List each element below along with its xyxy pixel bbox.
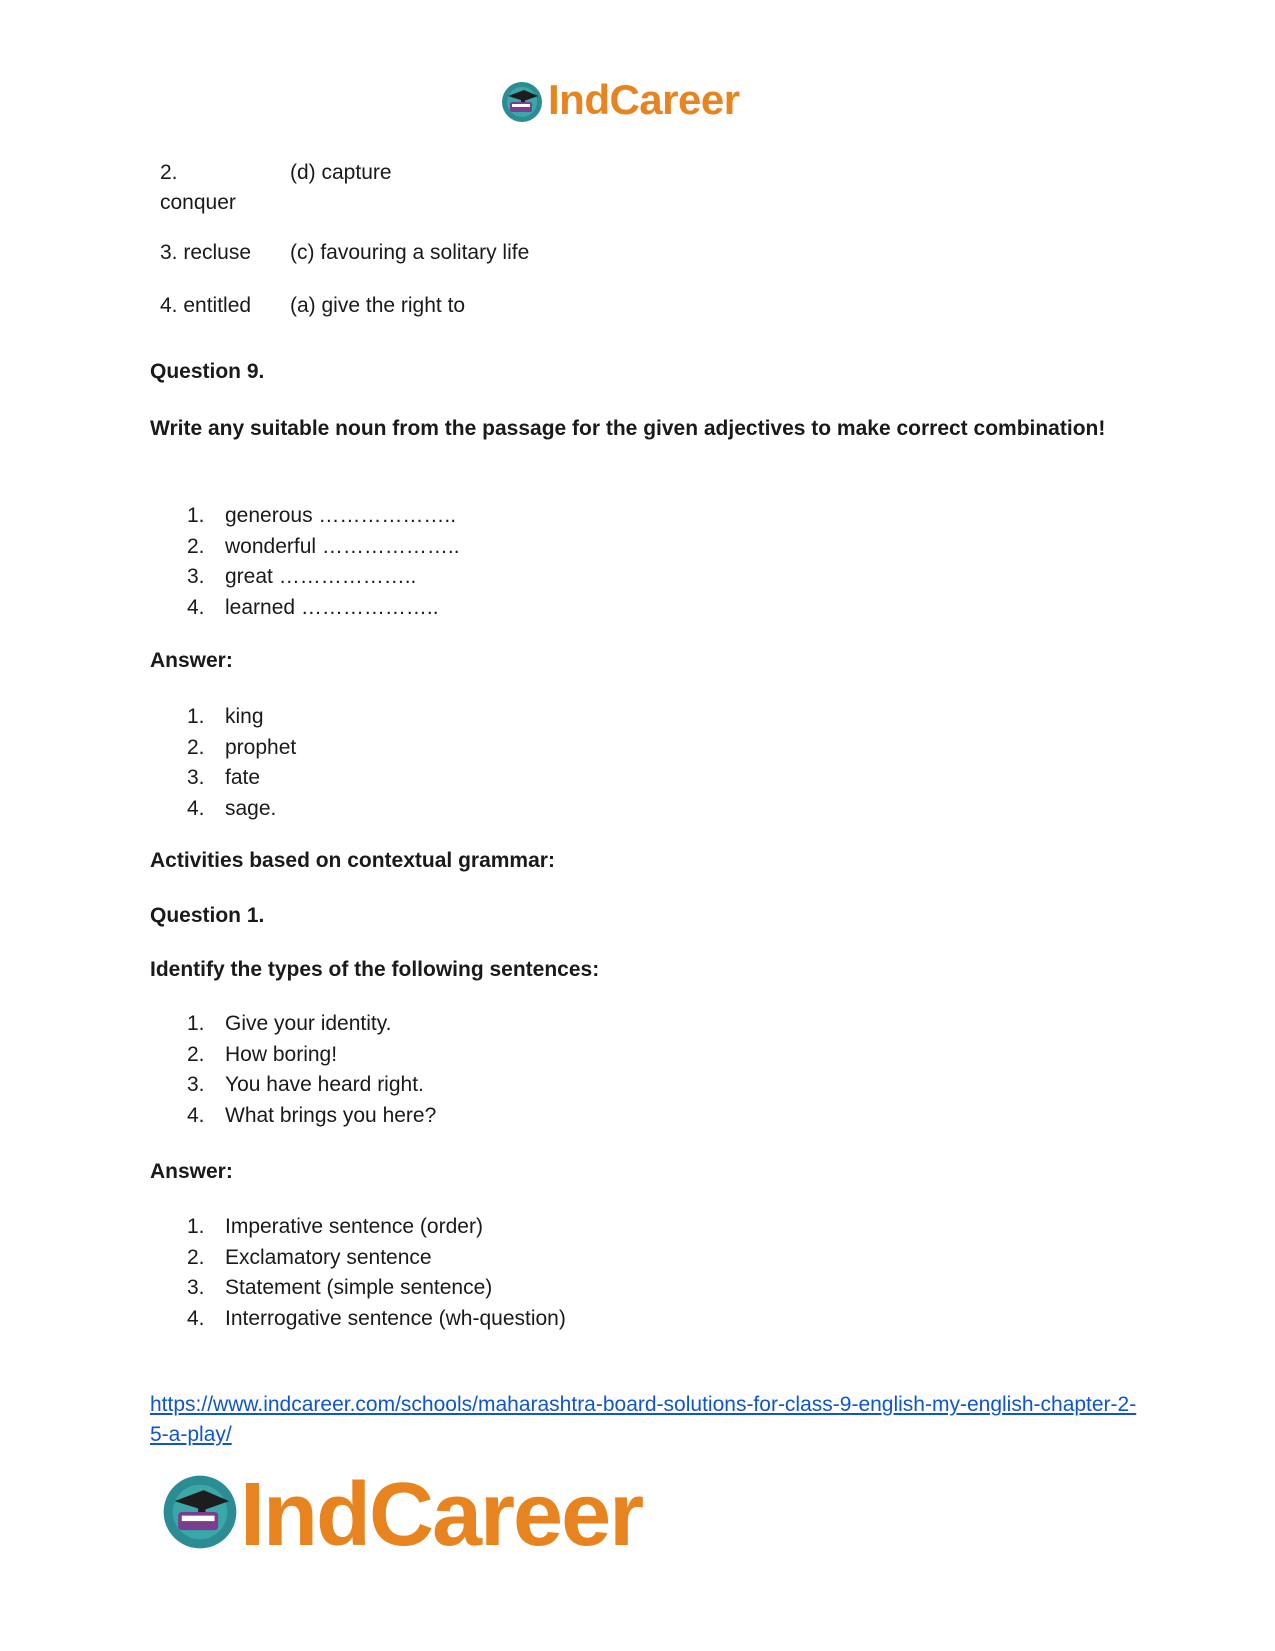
graduation-cap-book-icon bbox=[500, 80, 544, 124]
grammar-question-heading: Question 1. bbox=[150, 904, 265, 927]
list-item: 2. prophet bbox=[187, 735, 297, 759]
list-item: 2. How boring! bbox=[187, 1042, 338, 1066]
graduation-cap-book-icon bbox=[160, 1472, 240, 1552]
grammar-section-heading: Activities based on contextual grammar: bbox=[150, 849, 555, 872]
list-item: 4. What brings you here? bbox=[187, 1103, 437, 1127]
question-9-list bbox=[150, 501, 1140, 623]
question-9-answer-heading: Answer: bbox=[150, 649, 233, 672]
brand-name: IndCareer bbox=[240, 1465, 643, 1565]
table-row bbox=[160, 291, 529, 321]
grammar-answer-heading: Answer: bbox=[150, 1160, 233, 1183]
table-row bbox=[160, 238, 529, 291]
list-item: 1. Give your identity. bbox=[187, 1012, 392, 1035]
question-9-heading: Question 9. bbox=[150, 360, 265, 383]
matching-table bbox=[160, 158, 529, 321]
question-9-answer-list bbox=[150, 702, 1140, 824]
list-item: 3. Statement (simple sentence) bbox=[187, 1276, 493, 1299]
list-item: 1. generous ……………….. bbox=[187, 504, 457, 527]
list-item: 2. wonderful ……………….. bbox=[187, 534, 460, 558]
footer-logo bbox=[160, 1465, 700, 1565]
grammar-prompt: Identify the types of the following sentences: bbox=[150, 958, 600, 981]
table-cell-word: 3. recluse bbox=[160, 241, 252, 264]
table-cell-word: 2. conquer bbox=[160, 161, 236, 214]
list-item: 2. Exclamatory sentence bbox=[187, 1245, 432, 1269]
source-link[interactable]: https://www.indcareer.com/schools/maharashtra-board-solutions-for-class-9-english-my-english-chapter-2-5-a-play/ bbox=[150, 1393, 1137, 1446]
list-item: 3. You have heard right. bbox=[187, 1073, 424, 1096]
table-row bbox=[160, 158, 529, 238]
table-cell-meaning: (d) capture bbox=[290, 161, 392, 184]
list-item: 1. king bbox=[187, 705, 264, 728]
list-item: 4. Interrogative sentence (wh-question) bbox=[187, 1306, 566, 1330]
header-logo bbox=[500, 76, 780, 124]
list-item: 4. learned ……………….. bbox=[187, 595, 439, 619]
list-item: 4. sage. bbox=[187, 796, 277, 820]
list-item: 1. Imperative sentence (order) bbox=[187, 1215, 483, 1238]
grammar-list bbox=[150, 1009, 1140, 1131]
table-cell-meaning: (a) give the right to bbox=[290, 294, 466, 317]
table-cell-meaning: (c) favouring a solitary life bbox=[290, 241, 530, 264]
list-item: 3. great ……………….. bbox=[187, 565, 417, 588]
list-item: 3. fate bbox=[187, 766, 261, 789]
grammar-answer-list bbox=[150, 1212, 1140, 1334]
table-cell-word: 4. entitled bbox=[160, 294, 252, 317]
brand-name: IndCareer bbox=[548, 76, 740, 123]
question-9-prompt: Write any suitable noun from the passage for the given adjectives to make correct combination! bbox=[150, 417, 1106, 440]
